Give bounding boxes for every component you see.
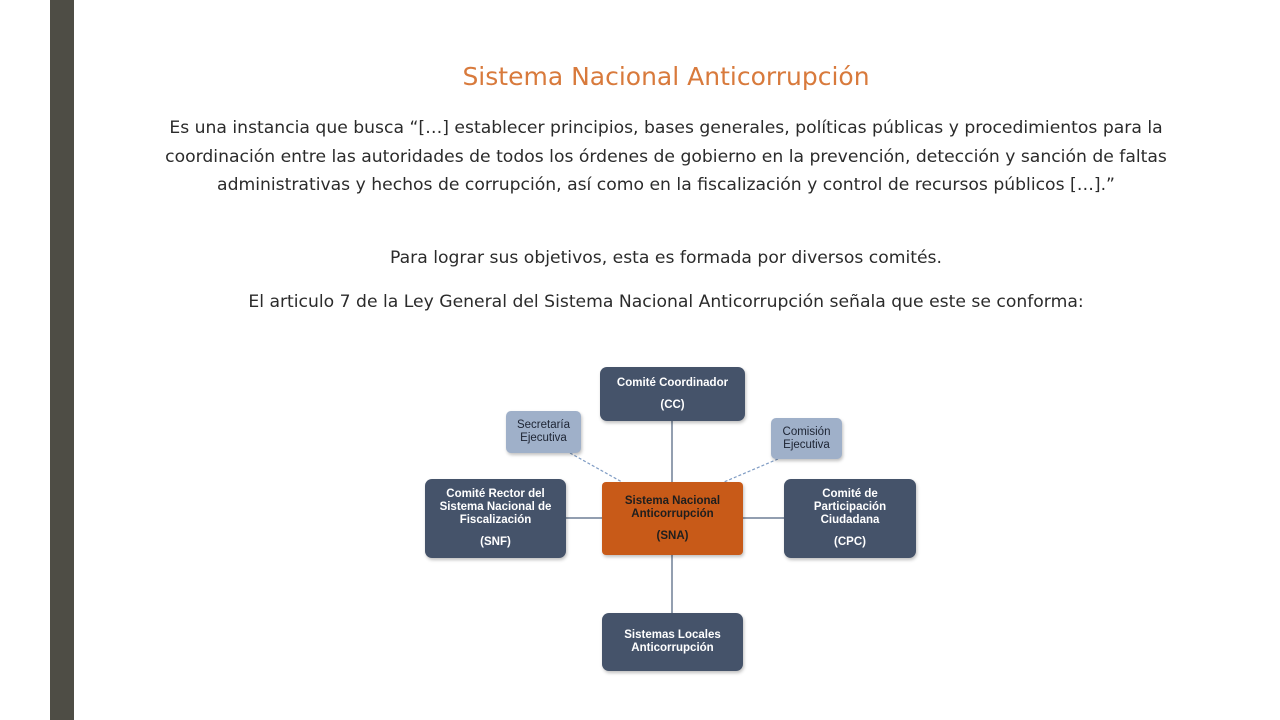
node-snf-line1: Comité Rector del bbox=[446, 488, 545, 500]
node-comite-coordinador bbox=[600, 367, 745, 421]
paragraph-objectives: Para lograr sus objetivos, esta es formada por diversos comités. bbox=[390, 248, 942, 268]
node-cpc-abbr: (CPC) bbox=[834, 536, 866, 548]
node-comite-participacion-ciudadana bbox=[784, 479, 916, 558]
node-snf-abbr: (SNF) bbox=[480, 536, 511, 548]
paragraph-article-7: El articulo 7 de la Ley General del Sistema Nacional Anticorrupción señala que este se conforma: bbox=[248, 292, 1084, 312]
node-comite-rector-snf bbox=[425, 479, 566, 558]
node-sla-line1: Sistemas Locales bbox=[624, 629, 721, 641]
connector-dashed-secretaria bbox=[570, 453, 622, 482]
node-sla-line2: Anticorrupción bbox=[631, 642, 714, 654]
node-se-line2: Ejecutiva bbox=[520, 432, 567, 444]
node-sistema-nacional-anticorrupcion bbox=[602, 482, 743, 555]
node-sna-line1: Sistema Nacional bbox=[624, 494, 721, 507]
node-ce-line2: Ejecutiva bbox=[783, 438, 830, 451]
node-snf-line3: Fiscalización bbox=[459, 514, 532, 526]
node-cpc-line2: Participación bbox=[813, 501, 887, 513]
node-secretaria-ejecutiva bbox=[506, 411, 581, 453]
node-cpc-line3: Ciudadana bbox=[820, 514, 880, 526]
node-cc-label: Comité Coordinador bbox=[616, 376, 729, 389]
node-ce-line1: Comisión bbox=[782, 425, 831, 438]
node-sna-line2: Anticorrupción bbox=[631, 507, 714, 520]
node-sna-abbr: (SNA) bbox=[656, 529, 689, 542]
slide-title: Sistema Nacional Anticorrupción bbox=[462, 62, 870, 91]
connector-dashed-comision bbox=[724, 459, 778, 482]
paragraph-definition: Es una instancia que busca “[…] establecer principios, bases generales, políticas públicas y procedimientos para la coordinación entre las autoridades de todos los órdenes de gobierno en la prevención, detección y sanción de faltas administrativas y hechos de corrupción, así como en la fiscalización y control de recursos públicos […].” bbox=[165, 118, 1167, 195]
node-comision-ejecutiva bbox=[771, 418, 842, 459]
node-cpc-line1: Comité de bbox=[822, 488, 878, 500]
node-snf-line2: Sistema Nacional de bbox=[439, 501, 552, 513]
node-sistemas-locales-anticorrupcion bbox=[602, 613, 743, 671]
node-se-line1: Secretaría bbox=[516, 419, 571, 431]
node-cc-abbr: (CC) bbox=[660, 398, 685, 411]
